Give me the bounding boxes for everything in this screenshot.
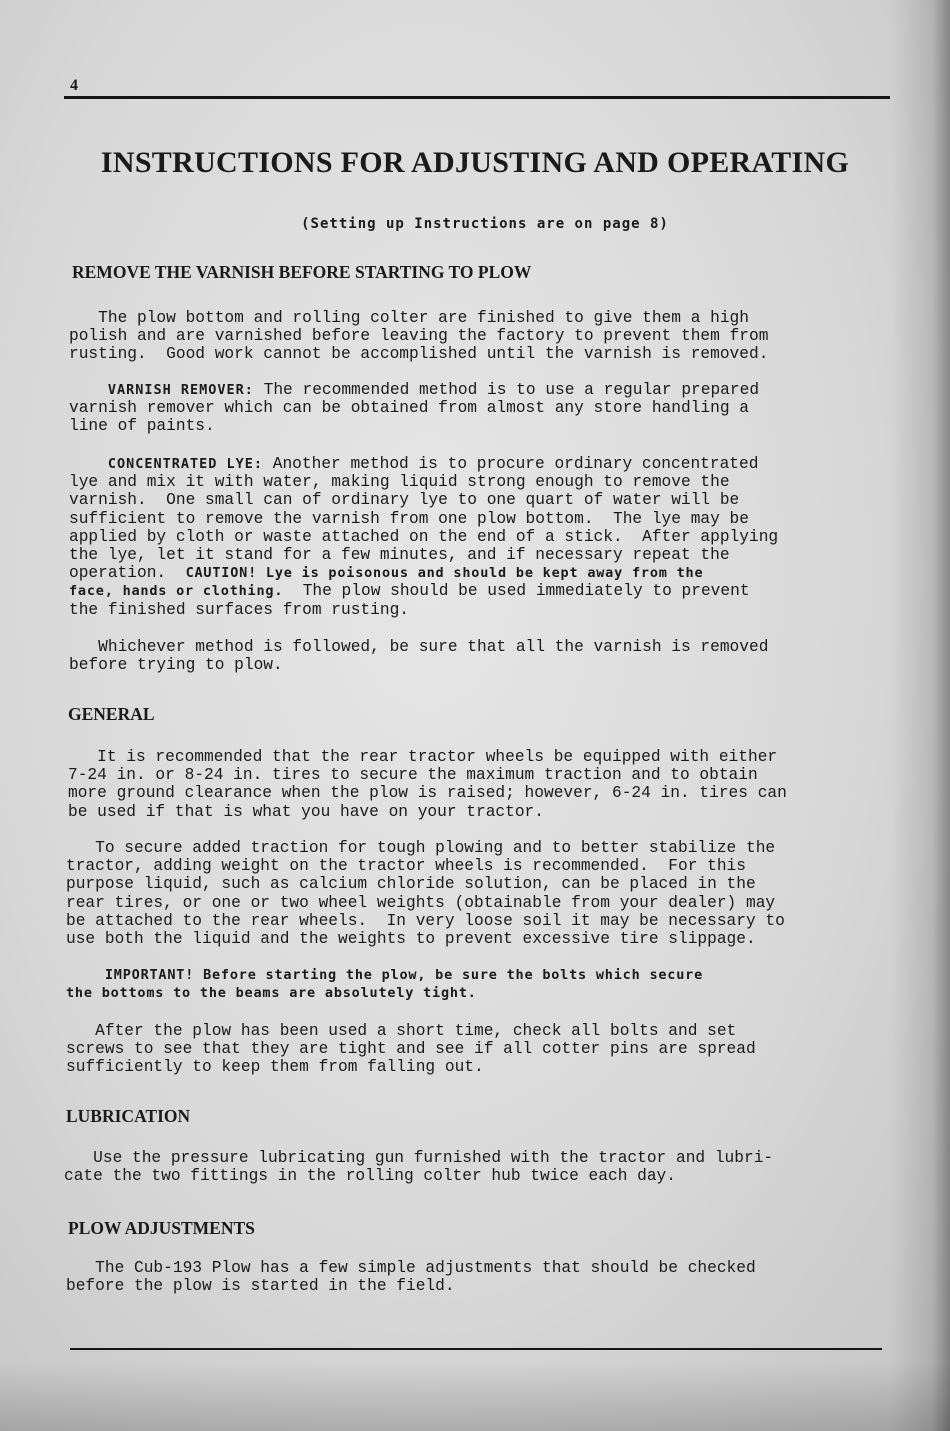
important-note-text: IMPORTANT! Before starting the plow, be sure the bolts which secure the bottoms to the beams are absolutely tight. — [66, 967, 704, 1002]
general-paragraph-4: After the plow has been used a short time, check all bolts and set screws to see that they are tight and see if all cotter pins are spread sufficiently to keep them from falling out. — [66, 1022, 756, 1077]
header-rule — [64, 96, 890, 99]
concentrated-lye-label: CONCENTRATED LYE: — [107, 456, 264, 472]
heading-general: GENERAL — [68, 704, 155, 724]
varnish-remover-label: VARNISH REMOVER: — [107, 382, 254, 398]
page-number: 4 — [70, 77, 78, 94]
varnish-remover-paragraph — [69, 381, 759, 436]
concentrated-lye-text-2: The plow should be used immediately to prevent the finished surfaces from rusting. — [69, 582, 750, 619]
plow-adjustments-paragraph: The Cub-193 Plow has a few simple adjustments that should be checked before the plow is started in the field. — [66, 1259, 756, 1296]
lye-caution-text: CAUTION! Lye is poisonous and should be kept away from the face, hands or clothing. — [69, 565, 704, 600]
page-bottom-shadow — [0, 1361, 950, 1431]
concentrated-lye-text-1: Another method is to procure ordinary concentrated lye and mix it with water, making liquid strong enough to remove the varnish. One small can of ordinary lye to one quart of water will be sufficient to remove the varnish from one plow bottom. The lye may be applied by cloth or waste attached on the end of a stick. After applying the lye, let it stand for a few minutes, and if necessary repeat the operation. — [69, 455, 779, 583]
general-paragraph-1: It is recommended that the rear tractor wheels be equipped with either 7-24 in. or 8-24 in. tires to secure the maximum traction and to obtain more ground clearance when the plow is raised; however, 6-24 in. tires can be used if that is what you have on your tractor. — [68, 748, 787, 821]
lubrication-paragraph: Use the pressure lubricating gun furnished with the tractor and lubri- cate the two fittings in the rolling colter hub twice each day. — [64, 1149, 774, 1186]
page-subtitle: (Setting up Instructions are on page 8) — [301, 216, 669, 232]
important-note — [66, 966, 703, 1002]
varnish-paragraph-4: Whichever method is followed, be sure that all the varnish is removed before trying to plow. — [69, 638, 769, 675]
footer-rule — [70, 1348, 882, 1350]
heading-plow-adjustments: PLOW ADJUSTMENTS — [68, 1218, 255, 1238]
page-title: INSTRUCTIONS FOR ADJUSTING AND OPERATING — [100, 146, 850, 179]
concentrated-lye-paragraph — [69, 455, 778, 619]
heading-lubrication: LUBRICATION — [66, 1106, 191, 1126]
heading-remove-varnish: REMOVE THE VARNISH BEFORE STARTING TO PLOW — [72, 262, 532, 282]
varnish-remover-text: The recommended method is to use a regular prepared varnish remover which can be obtained from almost any store handling a line of paints. — [69, 381, 760, 436]
page-edge-shadow — [890, 0, 950, 1431]
varnish-paragraph-1: The plow bottom and rolling colter are finished to give them a high polish and are varnished before leaving the factory to prevent them from rusting. Good work cannot be accomplished until the varnish is removed. — [69, 309, 769, 364]
general-paragraph-2: To secure added traction for tough plowing and to better stabilize the tractor, adding weight on the tractor wheels is recommended. For this purpose liquid, such as calcium chloride solution, can be placed in the rear tires, or one or two wheel weights (obtainable from your dealer) may be attached to the rear wheels. In very loose soil it may be necessary to use both the liquid and the weights to prevent excessive tire slippage. — [66, 839, 785, 949]
